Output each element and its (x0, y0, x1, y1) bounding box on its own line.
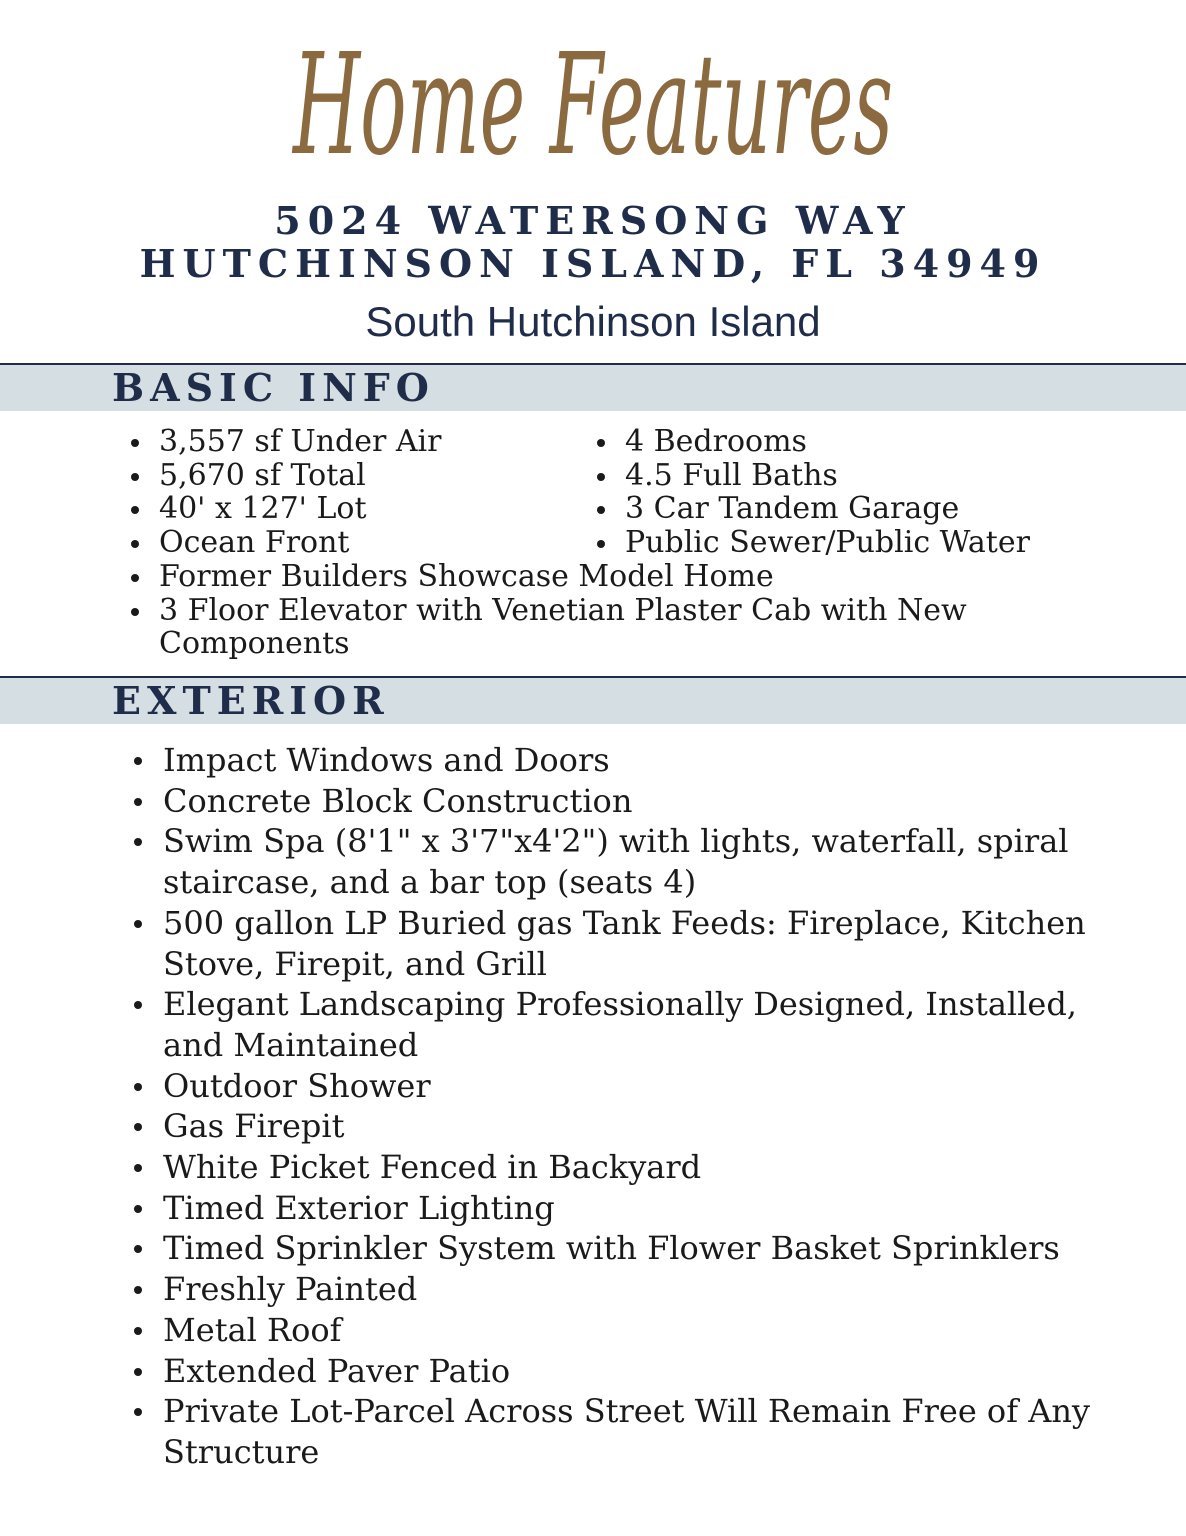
subtitle: South Hutchinson Island (365, 298, 821, 345)
address-line-1: 5024 WATERSONG WAY (274, 198, 912, 243)
list-item: Former Builders Showcase Model Home (129, 560, 1089, 594)
list-item: White Picket Fenced in Backyard (132, 1147, 1132, 1188)
address-line-2: HUTCHINSON ISLAND, FL 34949 (139, 241, 1047, 286)
list-item: Ocean Front (129, 526, 589, 560)
list-item: Elegant Landscaping Professionally Designed, Installed, and Maintained (132, 984, 1132, 1065)
list-item: Public Sewer/Public Water (595, 526, 1155, 560)
basic-info-heading: BASIC INFO (112, 365, 435, 410)
exterior-heading: EXTERIOR (112, 678, 390, 723)
list-item: 3 Floor Elevator with Venetian Plaster Cab with New Components (129, 594, 1089, 661)
list-item: Metal Roof (132, 1310, 1132, 1351)
list-item: Outdoor Shower (132, 1066, 1132, 1107)
script-title-text: Home Features (291, 24, 894, 187)
basic-info-full-list (129, 560, 1089, 661)
list-item: 500 gallon LP Buried gas Tank Feeds: Fireplace, Kitchen Stove, Firepit, and Grill (132, 903, 1132, 984)
list-item: Timed Exterior Lighting (132, 1188, 1132, 1229)
list-item: 4.5 Full Baths (595, 459, 1155, 493)
list-item: Freshly Painted (132, 1269, 1132, 1310)
exterior-section-header (0, 676, 1186, 724)
list-item: Timed Sprinkler System with Flower Basket Sprinklers (132, 1228, 1132, 1269)
list-item: Swim Spa (8'1" x 3'7"x4'2") with lights, waterfall, spiral staircase, and a bar top (seats 4) (132, 821, 1132, 902)
basic-info-left-list (129, 425, 589, 560)
list-item: Private Lot-Parcel Across Street Will Remain Free of Any Structure (132, 1391, 1132, 1472)
list-item: 40' x 127' Lot (129, 492, 589, 526)
list-item: Gas Firepit (132, 1106, 1132, 1147)
list-item: 3,557 sf Under Air (129, 425, 589, 459)
list-item: Impact Windows and Doors (132, 740, 1132, 781)
exterior-list (132, 740, 1132, 1473)
list-item: Extended Paver Patio (132, 1351, 1132, 1392)
basic-info-right-list (595, 425, 1155, 560)
list-item: Concrete Block Construction (132, 781, 1132, 822)
script-title (0, 18, 1186, 218)
list-item: 5,670 sf Total (129, 459, 589, 493)
basic-info-section-header (0, 363, 1186, 411)
list-item: 3 Car Tandem Garage (595, 492, 1155, 526)
list-item: 4 Bedrooms (595, 425, 1155, 459)
